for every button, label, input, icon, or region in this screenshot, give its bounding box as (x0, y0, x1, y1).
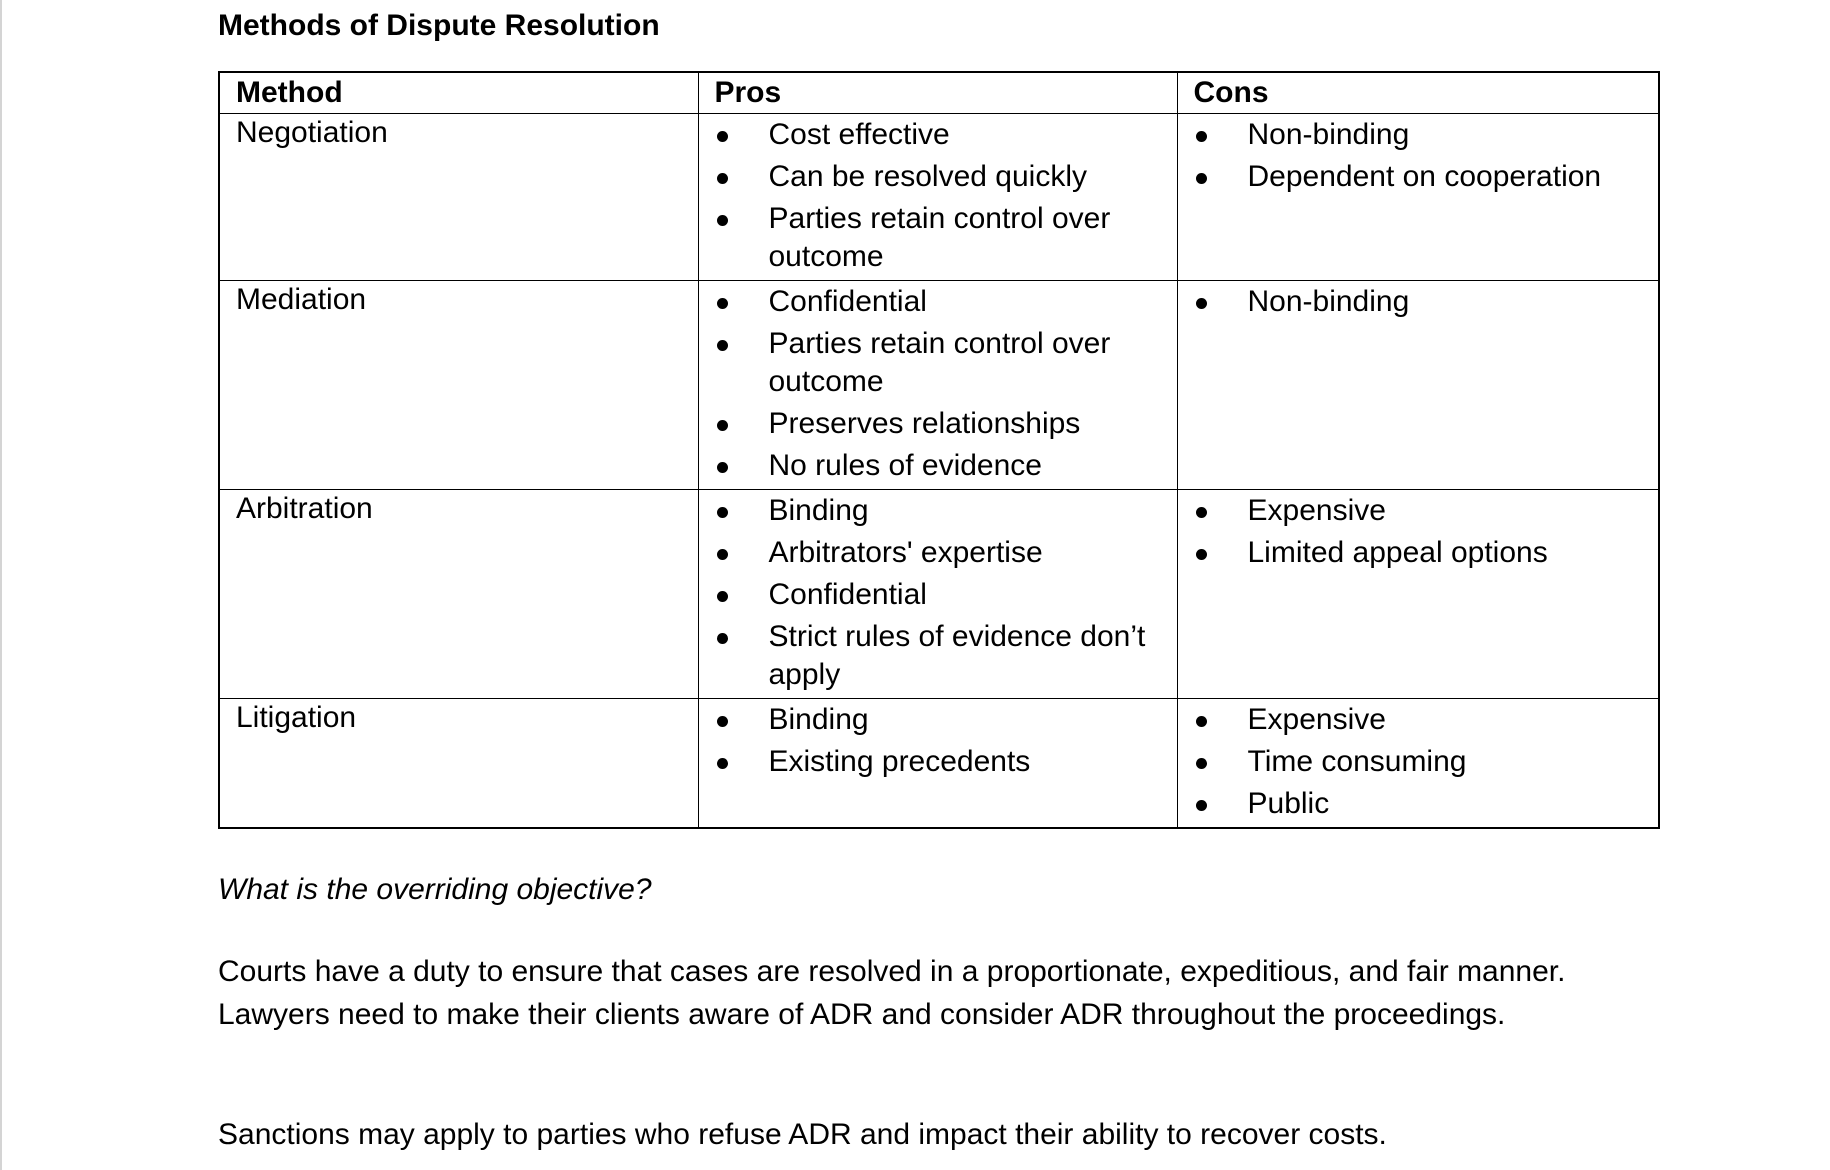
pros-text: Binding (768, 494, 869, 527)
method-cell: Negotiation (219, 114, 698, 281)
cons-list (1194, 283, 1643, 321)
pros-item (715, 492, 1161, 530)
bullet-icon (717, 131, 728, 142)
bullet-icon (1196, 298, 1207, 309)
bullet-icon (717, 420, 728, 431)
cons-list (1194, 492, 1643, 572)
method-cell: Mediation (219, 281, 698, 490)
pros-cell (698, 114, 1177, 281)
dispute-resolution-table (218, 71, 1660, 829)
bullet-icon (717, 298, 728, 309)
header-cons: Cons (1177, 72, 1659, 114)
cons-cell (1177, 490, 1659, 699)
table-row (219, 490, 1659, 699)
pros-item (715, 618, 1161, 694)
pros-item (715, 283, 1161, 321)
pros-item (715, 405, 1161, 443)
table-row (219, 699, 1659, 829)
pros-cell (698, 490, 1177, 699)
cons-item (1194, 158, 1643, 196)
pros-item (715, 743, 1161, 781)
cons-list (1194, 701, 1643, 823)
cons-item (1194, 534, 1643, 572)
cons-cell (1177, 699, 1659, 829)
pros-item (715, 116, 1161, 154)
table-row (219, 281, 1659, 490)
pros-item (715, 576, 1161, 614)
pros-list (715, 701, 1161, 781)
pros-text: Confidential (768, 285, 927, 318)
bullet-icon (717, 716, 728, 727)
bullet-icon (717, 173, 728, 184)
pros-text: Arbitrators' expertise (768, 536, 1043, 569)
cons-text: Limited appeal options (1247, 536, 1548, 569)
pros-text: No rules of evidence (768, 449, 1042, 482)
cons-cell (1177, 114, 1659, 281)
method-cell: Litigation (219, 699, 698, 829)
bullet-icon (717, 758, 728, 769)
cons-text: Time consuming (1247, 745, 1467, 778)
pros-text: Binding (768, 703, 869, 736)
pros-text: Preserves relationships (768, 407, 1081, 440)
bullet-icon (717, 549, 728, 560)
cons-item (1194, 743, 1643, 781)
pros-text: Parties retain control over outcome (768, 202, 1111, 273)
document-page (2, 0, 1830, 1170)
cons-text: Non-binding (1247, 118, 1410, 151)
cons-item (1194, 785, 1643, 823)
pros-text: Parties retain control over outcome (768, 327, 1111, 398)
pros-list (715, 116, 1161, 276)
bullet-icon (1196, 131, 1207, 142)
header-method: Method (219, 72, 698, 114)
question-heading: What is the overriding objective? (218, 873, 652, 906)
table-row (219, 114, 1659, 281)
bullet-icon (717, 215, 728, 226)
body-paragraph: Sanctions may apply to parties who refuse ADR and impact their ability to recover costs. (218, 1118, 1387, 1151)
bullet-icon (1196, 800, 1207, 811)
pros-text: Can be resolved quickly (768, 160, 1088, 193)
bullet-icon (1196, 549, 1207, 560)
cons-text: Dependent on cooperation (1247, 160, 1602, 193)
pros-text: Cost effective (768, 118, 950, 151)
pros-cell (698, 699, 1177, 829)
cons-text: Expensive (1247, 494, 1386, 527)
section-heading: Methods of Dispute Resolution (218, 9, 660, 42)
bullet-icon (1196, 173, 1207, 184)
bullet-icon (717, 591, 728, 602)
bullet-icon (717, 507, 728, 518)
bullet-icon (717, 462, 728, 473)
pros-item (715, 325, 1161, 401)
cons-list (1194, 116, 1643, 196)
cons-text: Expensive (1247, 703, 1386, 736)
cons-item (1194, 492, 1643, 530)
header-pros: Pros (698, 72, 1177, 114)
cons-item (1194, 283, 1643, 321)
cons-item (1194, 116, 1643, 154)
bullet-icon (1196, 758, 1207, 769)
cons-text: Non-binding (1247, 285, 1410, 318)
pros-item (715, 158, 1161, 196)
bullet-icon (1196, 716, 1207, 727)
cons-item (1194, 701, 1643, 739)
pros-text: Strict rules of evidence don’t apply (768, 620, 1146, 691)
body-paragraph: Courts have a duty to ensure that cases are resolved in a proportionate, expeditious, and fair manner. Lawyers need to make their clients aware of ADR and consider ADR throughout the proceedings. (218, 955, 1566, 1031)
pros-item (715, 447, 1161, 485)
pros-item (715, 701, 1161, 739)
bullet-icon (717, 633, 728, 644)
pros-list (715, 283, 1161, 485)
pros-cell (698, 281, 1177, 490)
pros-list (715, 492, 1161, 694)
pros-item (715, 534, 1161, 572)
pros-text: Confidential (768, 578, 927, 611)
bullet-icon (1196, 507, 1207, 518)
table-header-row (219, 72, 1659, 114)
method-cell: Arbitration (219, 490, 698, 699)
cons-text: Public (1247, 787, 1330, 820)
pros-item (715, 200, 1161, 276)
pros-text: Existing precedents (768, 745, 1031, 778)
bullet-icon (717, 340, 728, 351)
cons-cell (1177, 281, 1659, 490)
